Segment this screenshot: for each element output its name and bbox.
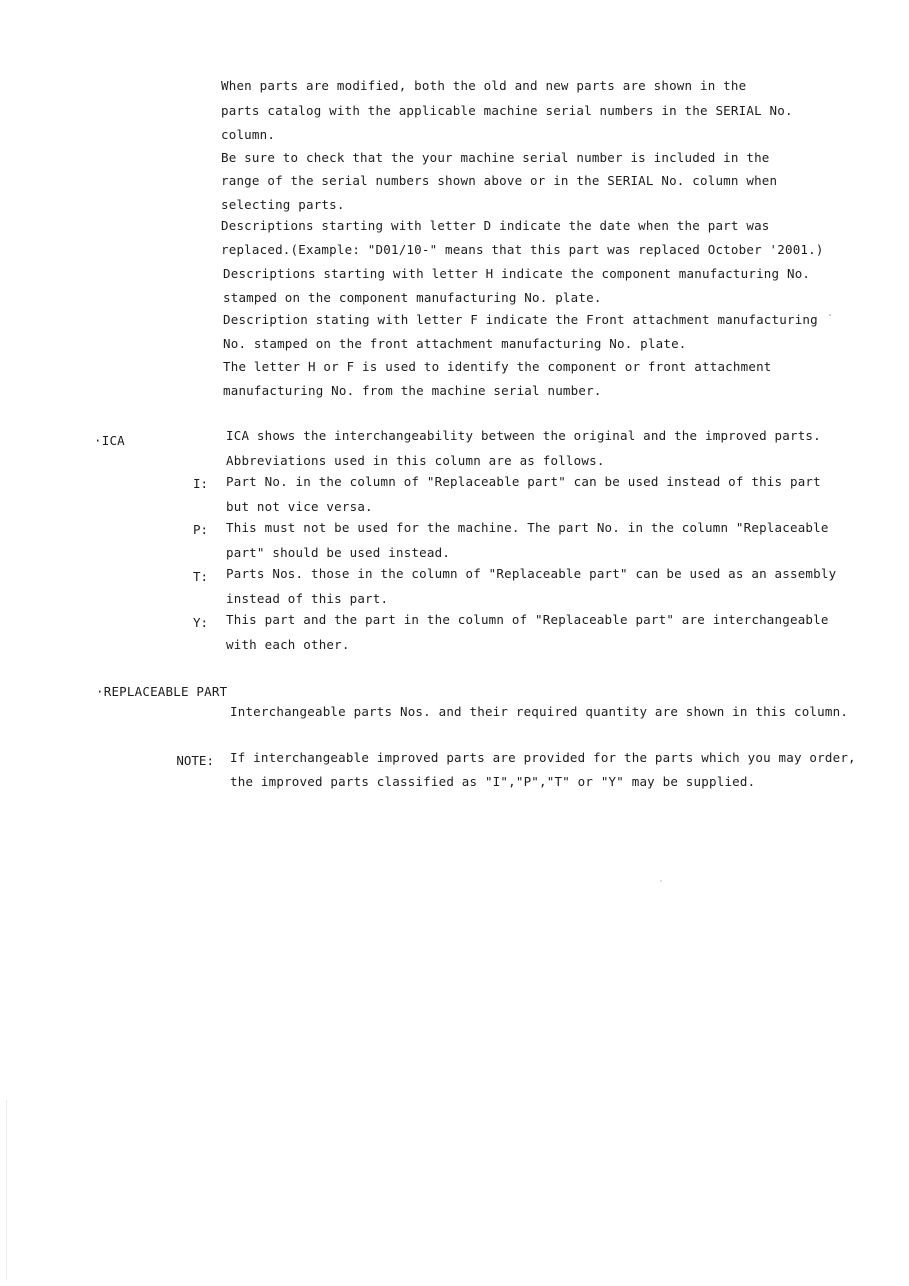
ica-item-line: Parts Nos. those in the column of "Replaceable part" can be used as an assembly — [226, 566, 837, 581]
scan-speck — [829, 314, 831, 316]
serial-paragraph-line: range of the serial numbers shown above or in the SERIAL No. column when — [221, 173, 778, 188]
serial-paragraph-line: When parts are modified, both the old and new parts are shown in the — [221, 78, 747, 93]
ica-intro-line: ICA shows the interchangeability between the original and the improved parts. — [226, 428, 821, 443]
serial-paragraph-line: manufacturing No. from the machine serial number. — [223, 383, 602, 398]
note-line: If interchangeable improved parts are provided for the parts which you may order, — [230, 750, 856, 765]
replaceable-part-line: Interchangeable parts Nos. and their required quantity are shown in this column. — [230, 704, 849, 719]
ica-item-line: instead of this part. — [226, 591, 389, 606]
ica-item-line: with each other. — [226, 637, 350, 652]
serial-paragraph-line: replaced.(Example: "D01/10-" means that this part was replaced October '2001.) — [221, 242, 824, 257]
ica-item-line: part" should be used instead. — [226, 545, 451, 560]
serial-paragraph-line: parts catalog with the applicable machine serial numbers in the SERIAL No. — [221, 103, 793, 118]
serial-paragraph-line: Descriptions starting with letter D indicate the date when the part was — [221, 218, 770, 233]
note-label: NOTE: — [176, 753, 214, 768]
replaceable-part-heading: ·REPLACEABLE PART — [96, 684, 228, 699]
serial-paragraph-line: stamped on the component manufacturing No. plate. — [223, 290, 602, 305]
ica-intro-line: Abbreviations used in this column are as follows. — [226, 453, 605, 468]
ica-code: P: — [192, 522, 208, 537]
serial-paragraph-line: Description stating with letter F indicate the Front attachment manufacturing — [223, 312, 818, 327]
ica-code: I: — [192, 476, 208, 491]
scan-speck — [660, 880, 662, 882]
note-line: the improved parts classified as "I","P","T" or "Y" may be supplied. — [230, 774, 756, 789]
ica-item-line: Part No. in the column of "Replaceable part" can be used instead of this part — [226, 474, 821, 489]
ica-code: T: — [192, 569, 208, 584]
serial-paragraph-line: No. stamped on the front attachment manufacturing No. plate. — [223, 336, 687, 351]
scan-edge-line — [6, 1100, 7, 1280]
ica-heading: ·ICA — [94, 433, 125, 448]
ica-code: Y: — [192, 615, 208, 630]
serial-paragraph-line: The letter H or F is used to identify the component or front attachment — [223, 359, 772, 374]
serial-paragraph-line: column. — [221, 127, 276, 142]
ica-item-line: but not vice versa. — [226, 499, 373, 514]
serial-paragraph-line: Be sure to check that the your machine serial number is included in the — [221, 150, 770, 165]
ica-item-line: This must not be used for the machine. The part No. in the column "Replaceable — [226, 520, 829, 535]
serial-paragraph-line: Descriptions starting with letter H indicate the component manufacturing No. — [223, 266, 811, 281]
ica-item-line: This part and the part in the column of "Replaceable part" are interchangeable — [226, 612, 829, 627]
serial-paragraph-line: selecting parts. — [221, 197, 345, 212]
